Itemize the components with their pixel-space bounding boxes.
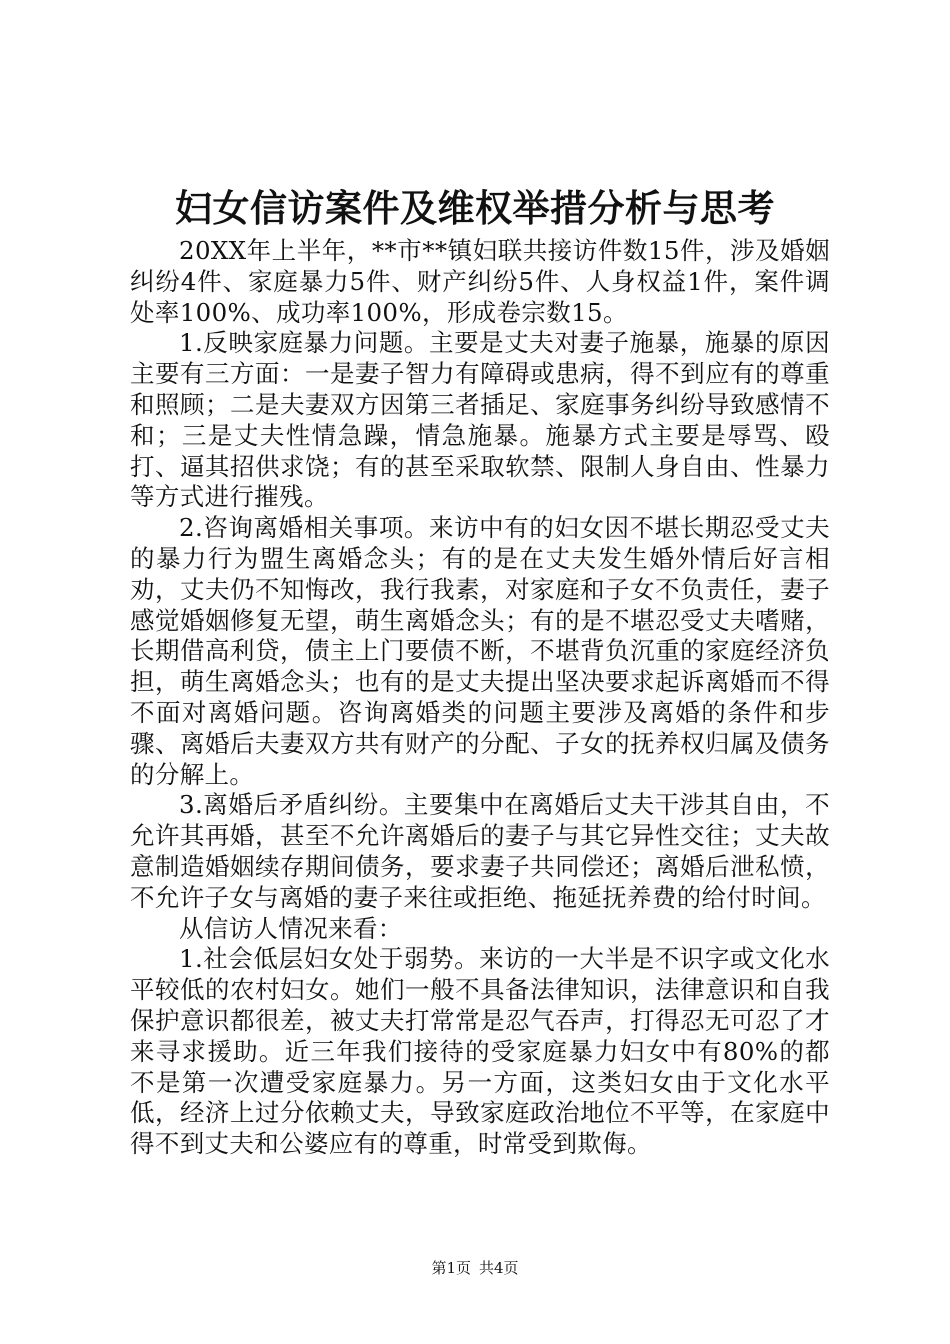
page-footer [0,1258,950,1278]
paragraph-domestic-violence: 1.反映家庭暴力问题。主要是丈夫对妻子施暴，施暴的原因主要有三方面：一是妻子智力有障碍或患病，得不到应有的尊重和照顾；二是夫妻双方因第三者插足、家庭事务纠纷导致感情不和；三是丈夫性情急躁，情急施暴。施暴方式主要是辱骂、殴打、逼其招供求饶；有的甚至采取软禁、限制人身自由、性暴力等方式进行摧残。 [130,328,830,512]
page-number: 第1页 [431,1259,471,1277]
paragraph-vulnerable-women: 1.社会低层妇女处于弱势。来访的一大半是不识字或文化水平较低的农村妇女。她们一般不具备法律知识，法律意识和自我保护意识都很差，被丈夫打常常是忍气吞声，打得忍无可忍了才来寻求援助。近三年我们接待的受家庭暴力妇女中有80%的都不是第一次遭受家庭暴力。另一方面，这类妇女由于文化水平低，经济上过分依赖丈夫，导致家庭政治地位不平等，在家庭中得不到丈夫和公婆应有的尊重，时常受到欺侮。 [130,944,830,1159]
paragraph-divorce-consultation: 2.咨询离婚相关事项。来访中有的妇女因不堪长期忍受丈夫的暴力行为盟生离婚念头；有的是在丈夫发生婚外情后好言相劝，丈夫仍不知悔改，我行我素，对家庭和子女不负责任，妻子感觉婚姻修复无望，萌生离婚念头；有的是不堪忍受丈夫嗜赌，长期借高利贷，债主上门要债不断，不堪背负沉重的家庭经济负担，萌生离婚念头；也有的是丈夫提出坚决要求起诉离婚而不得不面对离婚问题。咨询离婚类的问题主要涉及离婚的条件和步骤、离婚后夫妻双方共有财产的分配、子女的抚养权归属及债务的分解上。 [130,513,830,789]
paragraph-post-divorce-disputes: 3.离婚后矛盾纠纷。主要集中在离婚后丈夫干涉其自由，不允许其再婚，甚至不允许离婚后的妻子与其它异性交往；丈夫故意制造婚姻续存期间债务，要求妻子共同偿还；离婚后泄私愤，不允许子女与离婚的妻子来往或拒绝、拖延抚养费的给付时间。 [130,790,830,912]
document-body [130,236,830,1160]
document-title: 妇女信访案件及维权举措分析与思考 [175,186,775,230]
paragraph-summary: 20XX年上半年，**市**镇妇联共接访件数15件，涉及婚姻纠纷4件、家庭暴力5件、财产纠纷5件、人身权益1件，案件调处率100%、成功率100%，形成卷宗数15。 [130,236,830,327]
paragraph-petitioner-intro: 从信访人情况来看： [179,913,403,943]
page-total: 共4页 [479,1259,519,1277]
